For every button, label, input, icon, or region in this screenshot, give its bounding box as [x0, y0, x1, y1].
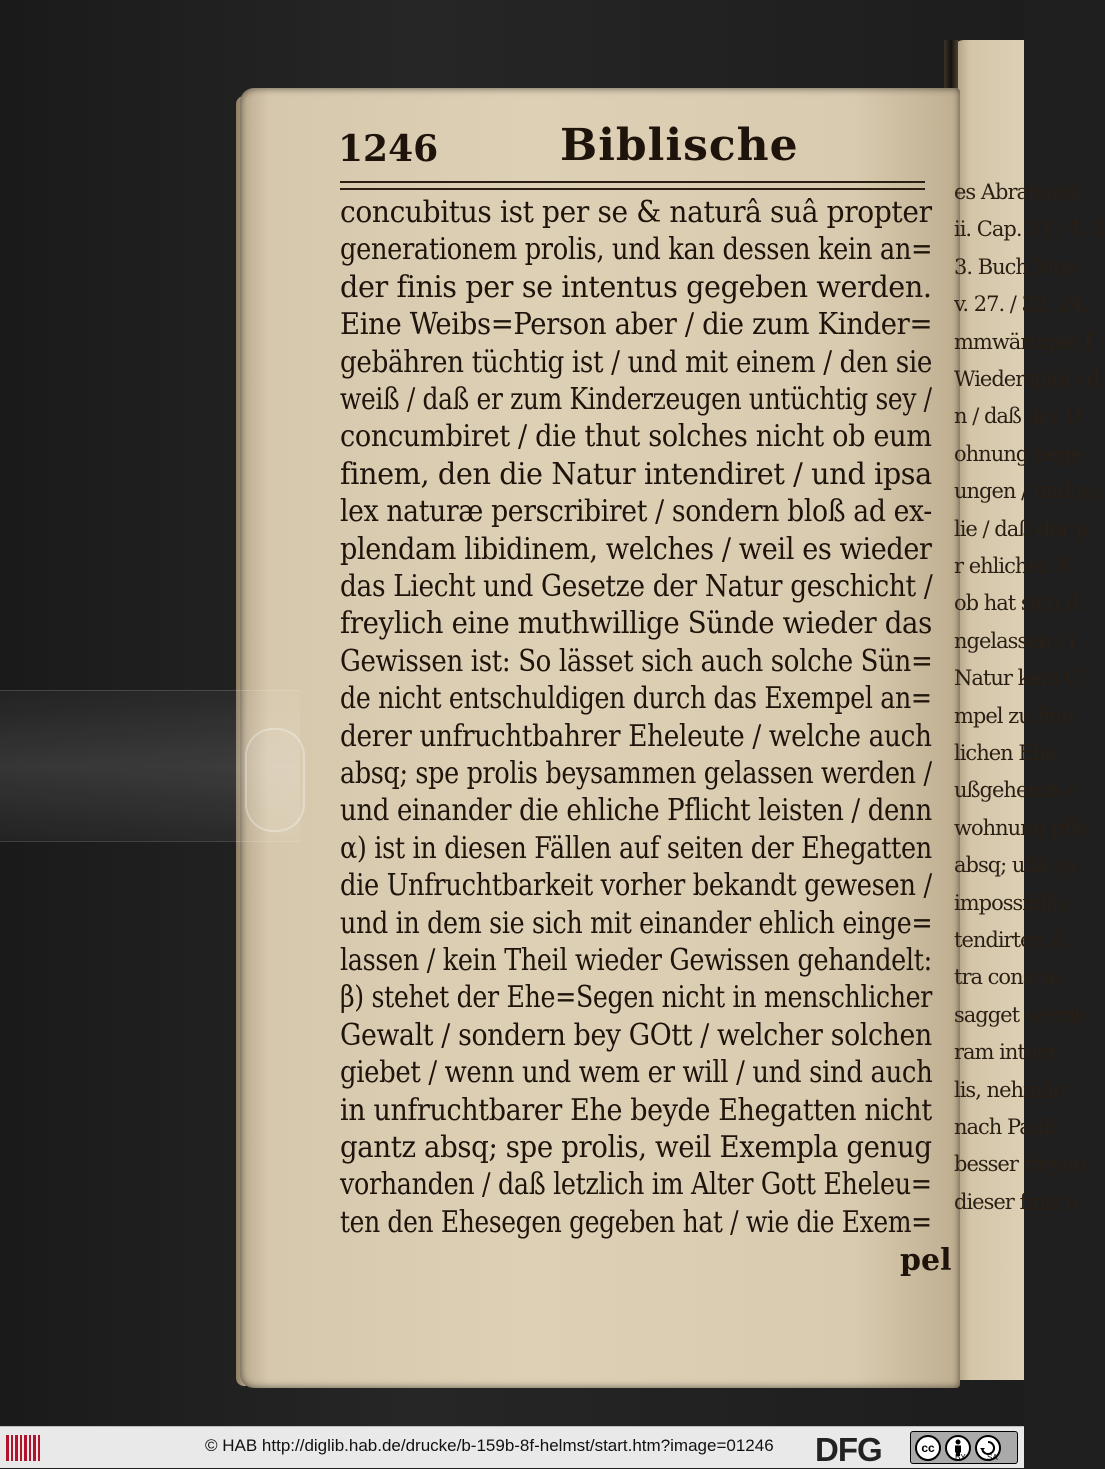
text-line: α) ist in diesen Fällen auf seiten der Ehegatten: [340, 830, 932, 865]
text-line: der finis per se intentus gegeben werden.: [340, 269, 932, 304]
text-line: die Unfruchtbarkeit vorher bekandt gewesen /: [340, 868, 932, 903]
text-line: concubitus ist per se & naturâ suâ propter: [340, 195, 932, 229]
citation-link[interactable]: © HAB http://diglib.hab.de/drucke/b-159b-8f-helmst/start.htm?image=01246: [205, 1436, 774, 1455]
next-page-line: nach Pauli: [954, 1115, 1055, 1139]
next-page-line: mpel zu find: [954, 703, 1074, 728]
text-line: lex naturæ perscribiret / sondern bloß ad ex-: [340, 494, 932, 529]
text-line: Gewissen ist: So lässet sich auch solche Sün=: [340, 643, 933, 678]
next-page-line: n / daß der D: [954, 404, 1082, 429]
text-line: gantz absq; spe prolis, weil Exempla genug: [340, 1130, 932, 1164]
next-page-line: absq; ullâ sp: [954, 853, 1076, 878]
next-page-line: wohnung pfle: [954, 815, 1088, 840]
next-page-line: es Abrahams: [954, 180, 1081, 204]
text-line: und in dem sie sich mit einander ehlich einge=: [340, 905, 933, 940]
text-line: freylich eine muthwillige Sünde wieder das: [340, 606, 932, 641]
next-page-line: ungen / und na: [954, 479, 1101, 504]
catchword: pel: [900, 1243, 952, 1278]
next-page-line: ob hat sich d: [954, 591, 1078, 616]
dfg-logo[interactable]: DFG: [815, 1431, 882, 1468]
text-line: weiß / daß er zum Kinderzeugen untüchtig sey /: [340, 382, 932, 416]
next-page-line: impossibilis: [954, 890, 1068, 915]
next-page-line: r ehlichen N: [954, 554, 1075, 578]
next-page-line: besser freyen: [954, 1152, 1086, 1177]
next-page-line: lie / daß der p: [954, 516, 1088, 541]
next-page-line: sagget werde: [954, 1002, 1087, 1027]
next-page-line: Natur kein G: [954, 666, 1081, 691]
by-label: BY: [955, 1453, 966, 1462]
next-page-line: tra conscie: [954, 965, 1061, 990]
text-line: vorhanden / daß letzlich im Alter Gott Eheleu=: [340, 1167, 932, 1202]
next-page-line: ram intent: [954, 1040, 1057, 1065]
text-line: das Liecht und Gesetze der Natur geschicht /: [340, 569, 933, 603]
text-line: plendam libidinem, welches / weil es wieder: [340, 531, 932, 566]
hab-logo-icon[interactable]: [6, 1435, 40, 1461]
next-page-line: lichen Ehe: [954, 741, 1057, 765]
text-line: in unfruchtbarer Ehe beyde Ehegatten nicht: [340, 1092, 932, 1127]
cc-icon: cc: [915, 1435, 941, 1461]
text-line: ten den Ehesegen gegeben hat / wie die Exem=: [340, 1204, 932, 1239]
next-page-line: ußgehends c: [954, 778, 1079, 803]
next-page-line: ohnung bege: [954, 441, 1082, 466]
text-line: generationem prolis, und kan dessen kein an=: [340, 232, 933, 267]
next-page-line: lis, nehmlic: [954, 1077, 1065, 1102]
plastic-clip-tip: [245, 728, 305, 832]
sa-label: SA: [987, 1453, 998, 1462]
running-head: Biblische: [560, 120, 799, 171]
text-line: und einander die ehliche Pflicht leisten / denn: [340, 793, 932, 828]
text-line: gebähren tüchtig ist / und mit einem / den sie: [340, 344, 933, 379]
next-page-line: Wiederspiel / d: [954, 367, 1100, 391]
text-line: giebet / wenn und wem er will / und sind auch: [340, 1055, 933, 1090]
next-page-line: 3. Buch Mos: [954, 254, 1076, 279]
text-line: de nicht entschuldigen durch das Exempel an=: [340, 681, 932, 716]
text-line: Eine Weibs=Person aber / die zum Kinder=: [340, 307, 933, 342]
text-line: β) stehet der Ehe=Segen nicht in menschlicher: [340, 980, 933, 1015]
page-number: 1246: [338, 128, 439, 170]
text-line: absq; spe prolis beysammen gelassen werden /: [340, 756, 932, 790]
next-page-line: dieser finis n: [954, 1189, 1079, 1214]
next-page-line: mmwärtigen f: [954, 329, 1092, 354]
text-line: derer unfruchtbahrer Eheleute / welche auch: [340, 718, 932, 753]
text-line: Gewalt / sondern bey GOtt / welcher solchen: [340, 1017, 932, 1052]
text-line: finem, den die Natur intendiret / und ipsa: [340, 456, 932, 491]
next-page-line: ngelassen / i: [954, 628, 1075, 653]
next-page-line: tendirten Z: [954, 928, 1064, 952]
next-page-line: ii. Cap. 21 / 1. 2: [954, 217, 1105, 242]
text-line: lassen / kein Theil wieder Gewissen gehandelt:: [340, 943, 932, 977]
footer-bar: [0, 1426, 1024, 1468]
header-rule: [340, 181, 925, 190]
cc-license-badge[interactable]: [910, 1431, 1018, 1464]
next-page-line: v. 27. / 32. 24.: [954, 292, 1089, 317]
text-line: concumbiret / die thut solches nicht ob eum: [340, 419, 932, 454]
